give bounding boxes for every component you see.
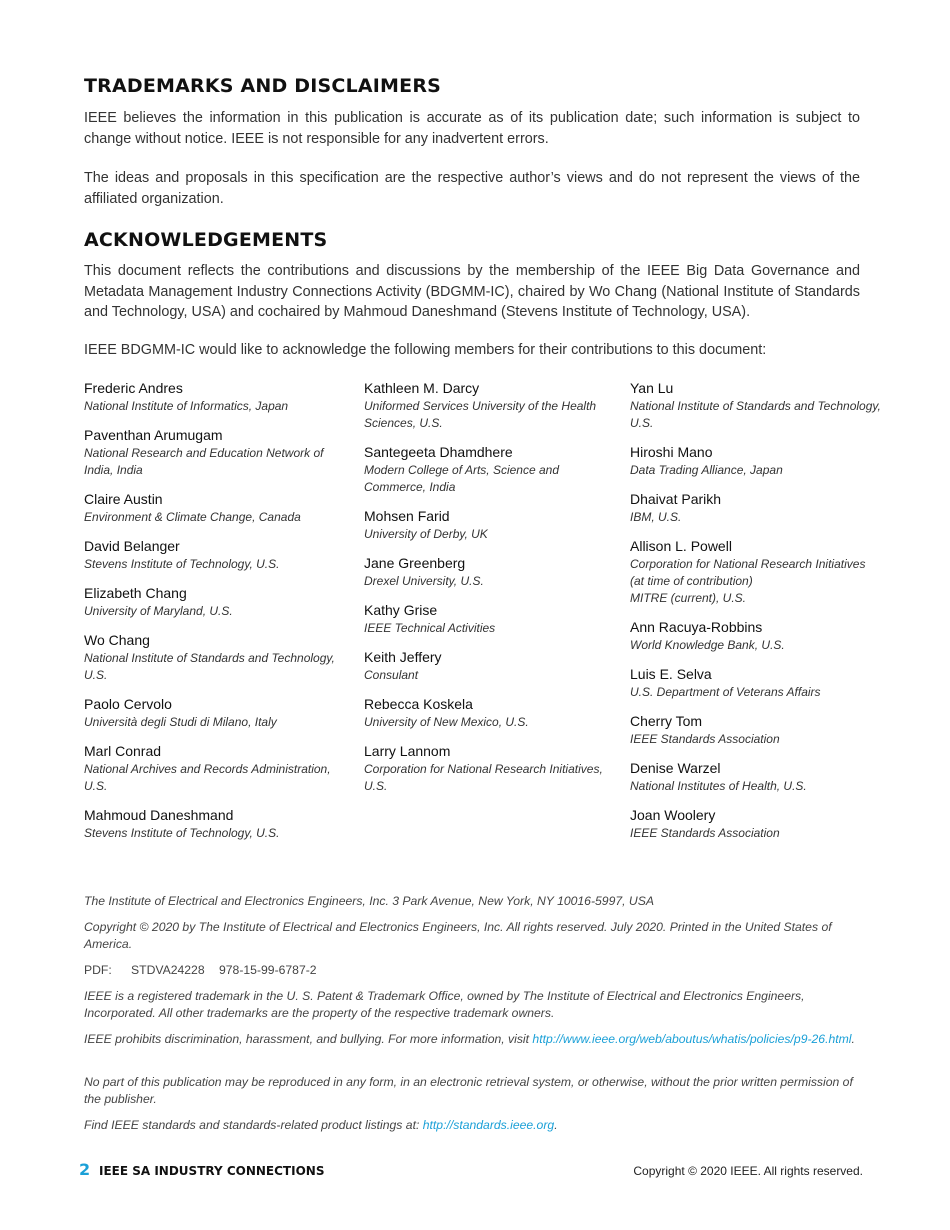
member-name: Hiroshi Mano xyxy=(630,444,713,460)
trademark-notice: IEEE is a registered trademark in the U. S. Patent & Trademark Office, owned by The Institute of Electrical and Electronics Engineers, Incorporated. All other trademarks are the property of the respective trademark owners. xyxy=(84,989,805,1020)
member-entry xyxy=(364,507,614,543)
member-entry xyxy=(630,712,882,748)
harassment-end: . xyxy=(851,1032,855,1046)
member-name: Keith Jeffery xyxy=(364,649,442,665)
pdf-info xyxy=(84,962,860,979)
member-entry xyxy=(630,443,882,479)
member-entry xyxy=(630,806,882,842)
member-name: Dhaivat Parikh xyxy=(630,491,722,507)
member-entry xyxy=(84,490,346,526)
member-organization: Environment & Climate Change, Canada xyxy=(84,510,301,524)
member-name: Elizabeth Chang xyxy=(84,585,187,601)
pdf-isbn: 978-15-99-6787-2 xyxy=(219,963,317,977)
member-entry xyxy=(84,537,346,573)
members-column-3 xyxy=(630,379,882,853)
member-entry xyxy=(364,554,614,590)
member-entry xyxy=(364,601,614,637)
publisher-address: The Institute of Electrical and Electronics Engineers, Inc. 3 Park Avenue, New York, NY 10016-5997, USA xyxy=(84,894,654,908)
member-entry xyxy=(364,379,614,432)
member-name: Allison L. Powell xyxy=(630,538,732,554)
member-organization: University of Derby, UK xyxy=(364,527,488,541)
reproduction-notice: No part of this publication may be reproduced in any form, in an electronic retrieval system, or otherwise, without the prior written permission of the publisher. xyxy=(84,1075,853,1106)
member-organization: National Archives and Records Administration, U.S. xyxy=(84,762,331,793)
member-entry xyxy=(630,665,882,701)
member-entry xyxy=(84,742,346,795)
members-column-1 xyxy=(84,379,346,853)
acknowledgements-heading: ACKNOWLEDGEMENTS xyxy=(84,229,328,251)
member-entry xyxy=(364,742,614,795)
member-organization: University of New Mexico, U.S. xyxy=(364,715,529,729)
pdf-label: PDF: xyxy=(84,963,112,977)
page-footer xyxy=(79,1160,863,1184)
member-entry xyxy=(84,695,346,731)
acknowledgements-paragraph-2: IEEE BDGMM-IC would like to acknowledge the following members for their contributions to this document: xyxy=(84,342,767,358)
member-entry xyxy=(84,426,346,479)
member-name: Marl Conrad xyxy=(84,743,162,759)
member-name: Joan Woolery xyxy=(630,807,716,823)
member-name: Mohsen Farid xyxy=(364,508,450,524)
member-organization: Modern College of Arts, Science and Commerce, India xyxy=(364,463,559,494)
member-name: Ann Racuya-Robbins xyxy=(630,619,763,635)
member-organization: U.S. Department of Veterans Affairs xyxy=(630,685,821,699)
member-entry xyxy=(630,537,882,607)
member-organization: IEEE Standards Association xyxy=(630,826,780,840)
footer-label: IEEE SA INDUSTRY CONNECTIONS xyxy=(99,1164,325,1178)
member-organization: IBM, U.S. xyxy=(630,510,682,524)
trademarks-heading: TRADEMARKS AND DISCLAIMERS xyxy=(84,75,442,97)
member-entry xyxy=(630,379,882,432)
member-organization: National Institutes of Health, U.S. xyxy=(630,779,807,793)
member-entry xyxy=(364,648,614,684)
copyright-notice: Copyright © 2020 by The Institute of Electrical and Electronics Engineers, Inc. All rights reserved. July 2020. Printed in the United States of America. xyxy=(84,920,832,951)
member-name: David Belanger xyxy=(84,538,180,554)
harassment-notice xyxy=(84,1031,860,1048)
harassment-text: IEEE prohibits discrimination, harassment, and bullying. For more information, visit xyxy=(84,1032,533,1046)
member-organization: Stevens Institute of Technology, U.S. xyxy=(84,557,280,571)
member-entry xyxy=(84,379,346,415)
find-end: . xyxy=(554,1118,558,1132)
harassment-policy-link[interactable]: http://www.ieee.org/web/aboutus/whatis/policies/p9-26.html xyxy=(532,1032,852,1046)
page-number: 2 xyxy=(79,1160,91,1179)
member-name: Frederic Andres xyxy=(84,380,183,396)
trademarks-paragraph-1: IEEE believes the information in this publication is accurate as of its publication date; such information is subject to change without notice. IEEE is not responsible for any inadvertent errors. xyxy=(84,110,860,147)
member-organization: National Research and Education Network of India, India xyxy=(84,446,324,477)
member-name: Cherry Tom xyxy=(630,713,703,729)
pdf-code: STDVA24228 xyxy=(131,963,205,977)
member-organization: Drexel University, U.S. xyxy=(364,574,484,588)
member-name: Yan Lu xyxy=(630,380,674,396)
member-name: Kathleen M. Darcy xyxy=(364,380,480,396)
member-organization: World Knowledge Bank, U.S. xyxy=(630,638,785,652)
member-entry xyxy=(630,759,882,795)
member-organization: National Institute of Informatics, Japan xyxy=(84,399,289,413)
member-name: Rebecca Koskela xyxy=(364,696,473,712)
member-organization: Uniformed Services University of the Health Sciences, U.S. xyxy=(364,399,597,430)
member-organization: National Institute of Standards and Technology, U.S. xyxy=(84,651,335,682)
member-organization: Stevens Institute of Technology, U.S. xyxy=(84,826,280,840)
member-organization: Corporation for National Research Initiatives (at time of contribution) MITRE (current), U.S. xyxy=(630,557,866,605)
member-name: Luis E. Selva xyxy=(630,666,712,682)
member-name: Larry Lannom xyxy=(364,743,451,759)
member-organization: IEEE Standards Association xyxy=(630,732,780,746)
find-text: Find IEEE standards and standards-related product listings at: xyxy=(84,1118,423,1132)
member-organization: IEEE Technical Activities xyxy=(364,621,496,635)
member-name: Kathy Grise xyxy=(364,602,438,618)
member-name: Denise Warzel xyxy=(630,760,721,776)
member-organization: National Institute of Standards and Technology, U.S. xyxy=(630,399,881,430)
member-entry xyxy=(364,443,614,496)
member-organization: Corporation for National Research Initiatives, U.S. xyxy=(364,762,603,793)
acknowledgements-paragraph-1: This document reflects the contributions and discussions by the membership of the IEEE Big Data Governance and Metadata Management Industry Connections Activity (BDGMM-IC), chaired by Wo Chang (National Institute of Standards and Technology, USA) and cochaired by Mahmoud Daneshmand (Stevens Institute of Technology, USA). xyxy=(84,263,860,320)
member-entry xyxy=(84,631,346,684)
member-name: Santegeeta Dhamdhere xyxy=(364,444,513,460)
member-name: Jane Greenberg xyxy=(364,555,466,571)
member-entry xyxy=(630,490,882,526)
member-name: Claire Austin xyxy=(84,491,163,507)
member-organization: University of Maryland, U.S. xyxy=(84,604,233,618)
footer-copyright: Copyright © 2020 IEEE. All rights reserved. xyxy=(633,1164,863,1178)
member-entry xyxy=(630,618,882,654)
find-standards-notice xyxy=(84,1117,860,1134)
member-name: Paolo Cervolo xyxy=(84,696,172,712)
members-column-2 xyxy=(364,379,614,806)
member-name: Mahmoud Daneshmand xyxy=(84,807,234,823)
member-entry xyxy=(84,584,346,620)
member-organization: Consulant xyxy=(364,668,419,682)
member-name: Paventhan Arumugam xyxy=(84,427,223,443)
member-name: Wo Chang xyxy=(84,632,150,648)
standards-link[interactable]: http://standards.ieee.org xyxy=(422,1118,555,1132)
member-organization: Data Trading Alliance, Japan xyxy=(630,463,783,477)
member-organization: Università degli Studi di Milano, Italy xyxy=(84,715,277,729)
member-entry xyxy=(84,806,346,842)
trademarks-paragraph-2: The ideas and proposals in this specification are the respective author’s views and do not represent the views of the affiliated organization. xyxy=(84,170,860,207)
member-entry xyxy=(364,695,614,731)
